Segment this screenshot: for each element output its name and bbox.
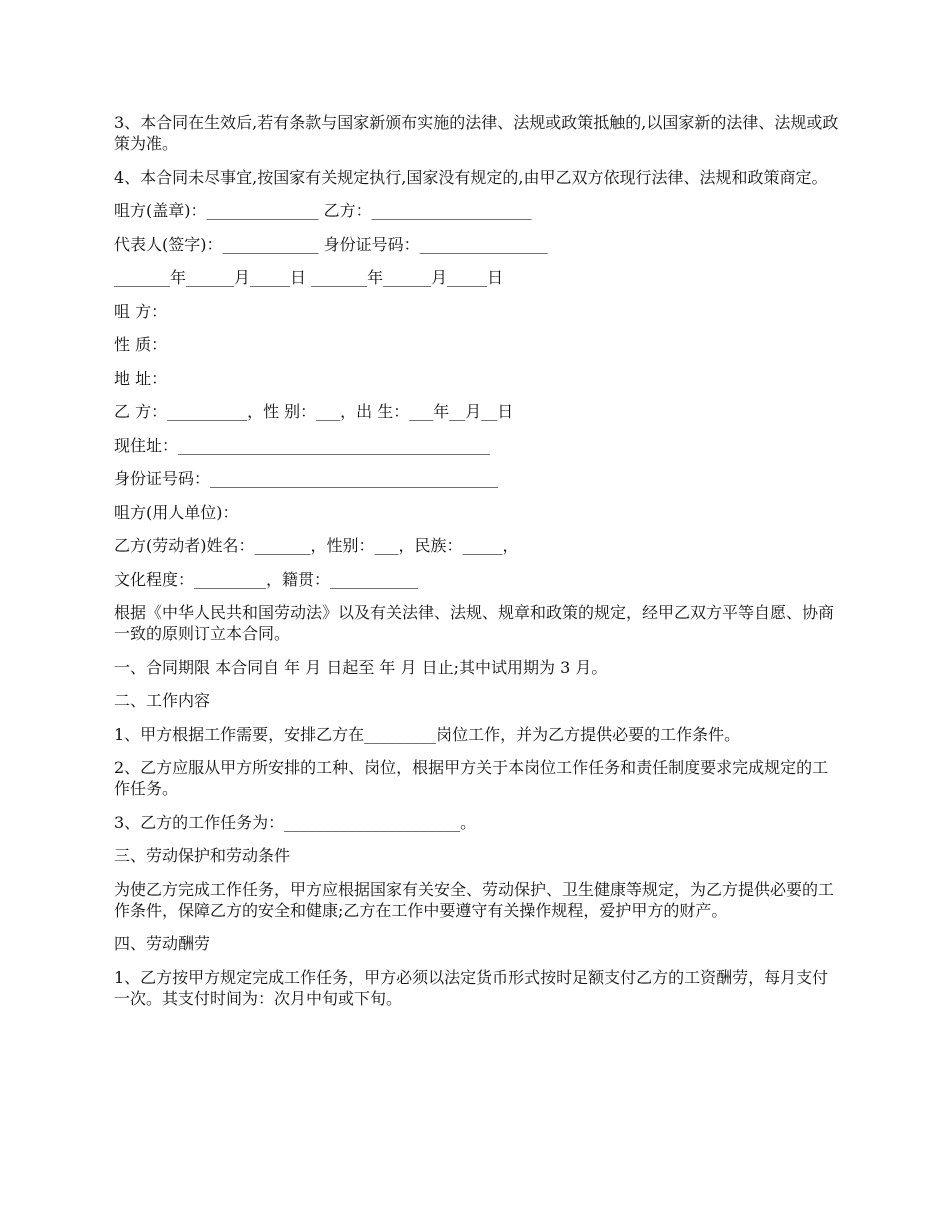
signature-date-line: _______年______月_____日 _______年______月_____日	[114, 268, 504, 287]
address-label: 地 址：	[114, 368, 168, 388]
party-b-info-line: 乙 方：__________，性 别：___，出 生：___年__月__日	[114, 402, 514, 421]
section-2-heading: 二、工作内容	[114, 691, 211, 710]
clause-4-unresolved-matters: 4、本合同未尽事宜,按国家有关规定执行,国家没有规定的,由甲乙双方依现行法律、法规和政策商定。	[114, 167, 828, 187]
section-2-item-1: 1、甲方根据工作需要，安排乙方在_________岗位工作，并为乙方提供必要的工作条件。	[114, 724, 741, 744]
contract-preamble: 根据《中华人民共和国劳动法》以及有关法律、法规、规章和政策的规定，经甲乙双方平等自愿、协商一致的原则订立本合同。	[114, 603, 835, 643]
representative-id-line: 代表人(签字)：____________ 身份证号码：________________	[114, 234, 548, 254]
section-2-item-3: 3、乙方的工作任务为：______________________。	[114, 812, 477, 832]
party-a-label: 咀 方：	[114, 301, 168, 321]
section-3-heading: 三、劳动保护和劳动条件	[114, 846, 291, 865]
section-1-contract-term: 一、合同期限 本合同自 年 月 日起至 年 月 日止;其中试用期为 3 月。	[114, 657, 608, 677]
nature-label: 性 质：	[114, 335, 168, 354]
worker-info-line: 乙方(劳动者)姓名：_______，性别：___，民族：_____，	[114, 536, 519, 555]
document-page	[114, 112, 844, 1021]
section-4-heading: 四、劳动酬劳	[114, 934, 211, 953]
employer-label: 咀方(用人单位)：	[114, 502, 239, 522]
section-3-body: 为使乙方完成工作任务，甲方应根据国家有关安全、劳动保护、卫生健康等规定，为乙方提供必要的工作条件，保障乙方的安全和健康;乙方在工作中要遵守有关操作规程，爱护甲方的财产。	[114, 879, 835, 920]
section-4-item-1: 1、乙方按甲方规定完成工作任务，甲方必须以法定货币形式按时足额支付乙方的工资酬劳，每月支付一次。其支付时间为：次月中旬或下旬。	[114, 967, 829, 1008]
current-address-line: 现住址：_______________________________________	[114, 435, 491, 455]
clause-3-new-law-priority: 3、本合同在生效后,若有条款与国家新颁布实施的法律、法规或政策抵触的,以国家新的法律、法规或政策为准。	[114, 113, 839, 153]
education-origin-line: 文化程度：_________，籍贯：___________	[114, 569, 419, 589]
section-2-item-2: 2、乙方应服从甲方所安排的工种、岗位，根据甲方关于本岗位工作任务和责任制度要求完成规定的工作任务。	[114, 758, 829, 798]
id-number-line: 身份证号码：____________________________________	[114, 469, 499, 488]
signature-party-line: 咀方(盖章)：______________ 乙方：____________________	[114, 201, 532, 220]
